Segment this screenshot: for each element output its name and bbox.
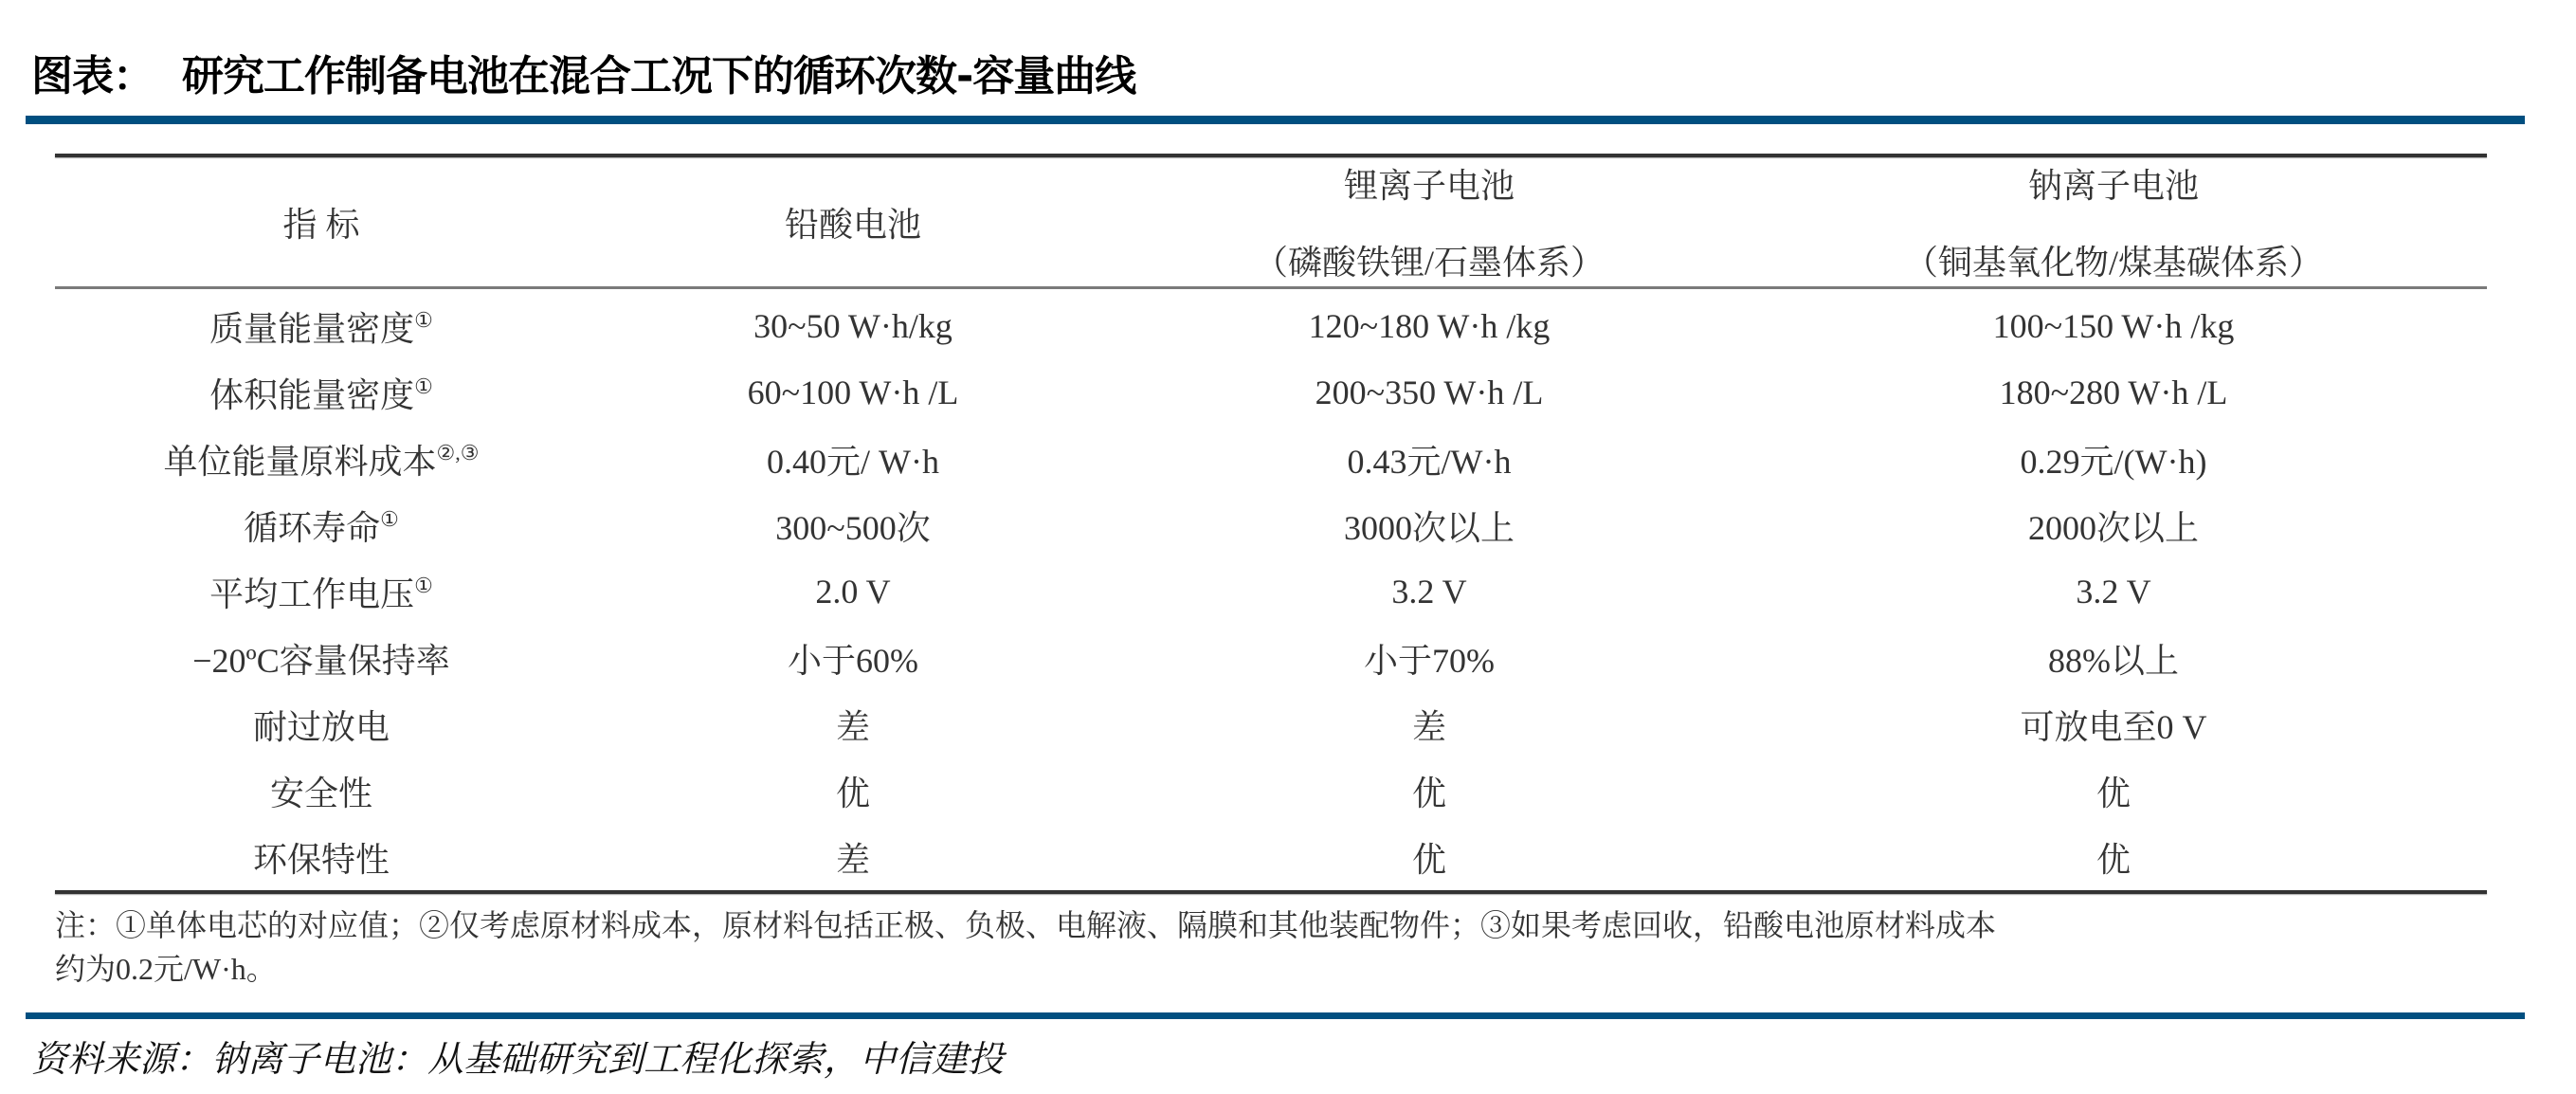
cell-na-ion: 可放电至0 V xyxy=(2020,707,2207,746)
table-row xyxy=(55,757,2487,824)
row-label xyxy=(55,701,588,749)
row-label-text: 质量能量密度 xyxy=(209,309,415,348)
cell-li-ion: 3.2 V xyxy=(1391,573,1467,611)
cell-li-ion: 小于70% xyxy=(1364,641,1495,680)
row-label-text: 环保特性 xyxy=(252,840,390,879)
row-label xyxy=(55,568,588,616)
cell-li-ion: 0.43元/W·h xyxy=(1347,442,1512,481)
cell-li-ion: 3000次以上 xyxy=(1343,508,1515,547)
table-header xyxy=(55,157,2487,286)
table-footnote xyxy=(55,903,2491,991)
footnote-marker: ① xyxy=(414,307,433,332)
cell-lead-acid: 优 xyxy=(835,774,870,812)
header-na-ion-label: 钠离子电池 xyxy=(2027,167,2199,205)
cell-li-ion: 200~350 W·h /L xyxy=(1315,374,1544,411)
table-row xyxy=(55,558,2487,625)
cell-na-ion: 2000次以上 xyxy=(2027,508,2199,547)
cell-na-ion: 180~280 W·h /L xyxy=(1999,374,2228,411)
row-label xyxy=(55,435,588,483)
table-bottom-rule xyxy=(55,890,2487,894)
row-label-text: 安全性 xyxy=(269,774,372,812)
footnote-line-2: 约为0.2元/W·h。 xyxy=(55,952,277,986)
cell-lead-acid: 差 xyxy=(835,707,870,746)
figure-title-prefix: 图表： xyxy=(31,52,154,100)
cell-lead-acid: 差 xyxy=(835,840,870,879)
table-row xyxy=(55,293,2487,359)
header-li-ion-subtitle: （磷酸铁锂/石墨体系） xyxy=(1253,244,1605,282)
table-row xyxy=(55,625,2487,691)
cell-lead-acid: 0.40元/ W·h xyxy=(767,442,939,481)
row-label xyxy=(55,302,588,351)
cell-li-ion: 优 xyxy=(1411,840,1446,879)
figure-title-text: 研究工作制备电池在混合工况下的循环次数-容量曲线 xyxy=(182,52,1136,100)
row-label-text: 单位能量原料成本 xyxy=(163,442,437,481)
cell-na-ion: 优 xyxy=(2095,840,2131,879)
cell-na-ion: 88%以上 xyxy=(2048,641,2179,680)
cell-na-ion: 优 xyxy=(2095,774,2131,812)
header-lead-acid xyxy=(588,157,1118,286)
table-row xyxy=(55,359,2487,426)
footnote-marker: ① xyxy=(380,506,399,531)
header-na-ion-subtitle: （铜基氧化物/煤基碳体系） xyxy=(1903,244,2323,282)
footnote-marker: ① xyxy=(414,573,433,597)
cell-lead-acid: 300~500次 xyxy=(775,508,931,547)
figure-title xyxy=(31,49,1135,104)
table-body xyxy=(55,289,2487,890)
table-row xyxy=(55,691,2487,757)
source-citation: 资料来源：钠离子电池：从基础研究到工程化探索，中信建投 xyxy=(31,1038,1005,1080)
cell-li-ion: 优 xyxy=(1411,774,1446,812)
row-label-text: 循环寿命 xyxy=(244,508,381,547)
cell-lead-acid: 60~100 W·h /L xyxy=(747,374,959,411)
footnote-marker: ① xyxy=(414,374,433,398)
row-label-text: −20ºC容量保持率 xyxy=(192,641,450,680)
row-label xyxy=(55,634,588,683)
cell-lead-acid: 小于60% xyxy=(788,641,918,680)
table-row xyxy=(55,426,2487,492)
cell-na-ion: 100~150 W·h /kg xyxy=(1992,307,2235,345)
header-na-ion xyxy=(1740,157,2487,286)
row-label xyxy=(55,767,588,815)
cell-na-ion: 3.2 V xyxy=(2076,573,2151,611)
row-label-text: 耐过放电 xyxy=(252,707,390,746)
header-indicator xyxy=(55,157,588,286)
top-accent-bar xyxy=(26,116,2525,124)
comparison-table xyxy=(55,154,2487,894)
footnote-line-1: 注：①单体电芯的对应值；②仅考虑原材料成本，原材料包括正极、负极、电解液、隔膜和其他装配物件；③如果考虑回收，铅酸电池原材料成本 xyxy=(55,908,1997,942)
row-label xyxy=(55,501,588,550)
cell-li-ion: 差 xyxy=(1411,707,1446,746)
header-indicator-label: 指 标 xyxy=(282,205,360,244)
row-label-text: 平均工作电压 xyxy=(209,574,415,613)
header-li-ion-label: 锂离子电池 xyxy=(1343,167,1515,205)
header-li-ion xyxy=(1118,157,1740,286)
cell-lead-acid: 30~50 W·h/kg xyxy=(753,307,952,345)
header-lead-acid-label: 铅酸电池 xyxy=(784,205,921,244)
cell-li-ion: 120~180 W·h /kg xyxy=(1308,307,1551,345)
row-label xyxy=(55,369,588,417)
bottom-accent-bar xyxy=(26,1012,2525,1019)
cell-na-ion: 0.29元/(W·h) xyxy=(2020,442,2207,481)
row-label-text: 体积能量密度 xyxy=(209,375,415,414)
cell-lead-acid: 2.0 V xyxy=(815,573,891,611)
row-label xyxy=(55,833,588,882)
table-row xyxy=(55,824,2487,890)
table-row xyxy=(55,492,2487,558)
footnote-marker: ②,③ xyxy=(436,440,480,465)
